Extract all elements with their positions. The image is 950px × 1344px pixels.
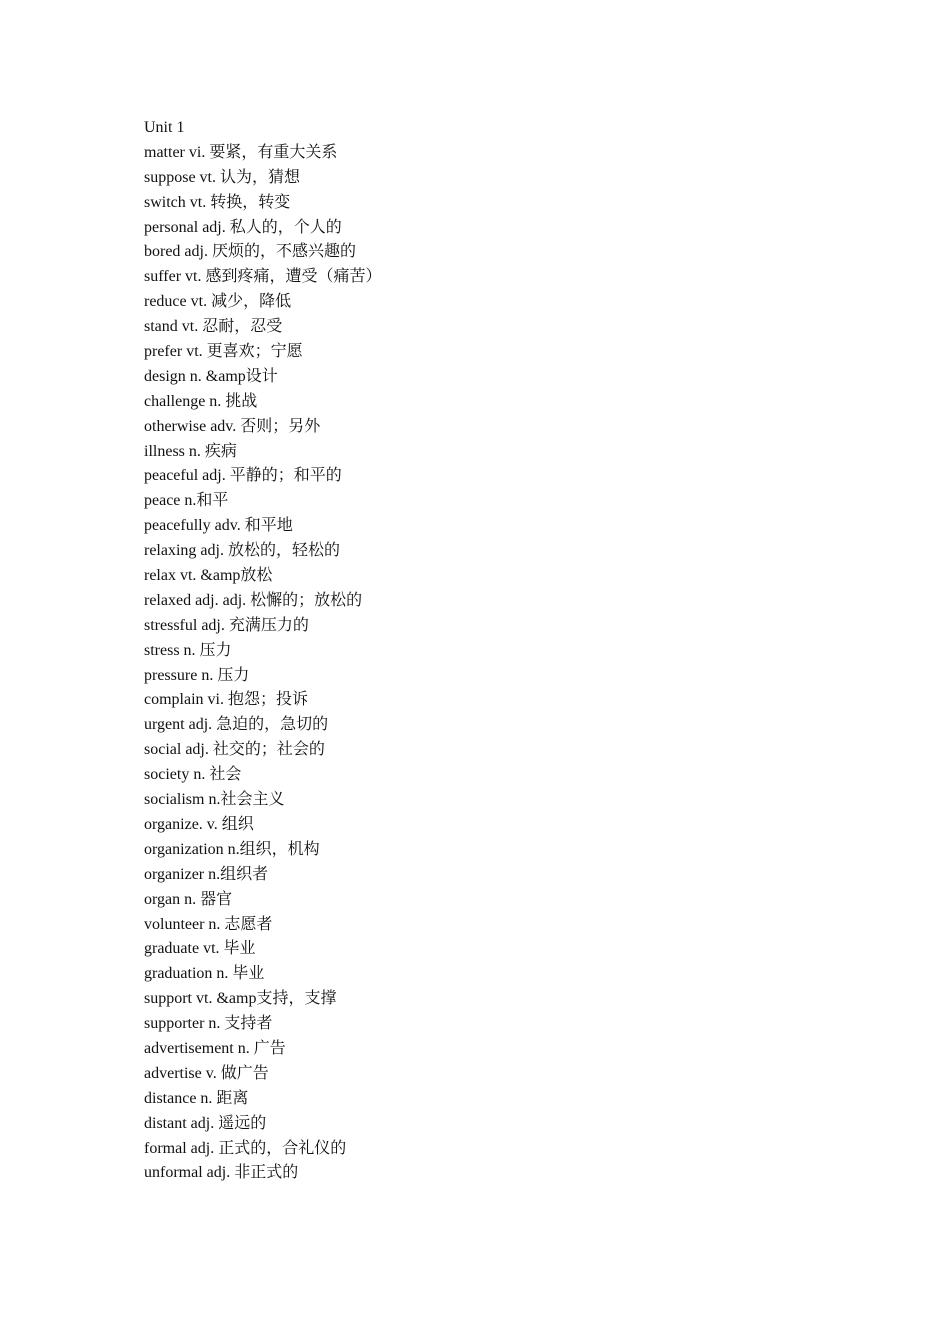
vocab-entry: socialism n.社会主义: [144, 791, 285, 809]
vocab-entry: support vt. &amp支持，支撑: [144, 990, 337, 1008]
vocab-entry: advertisement n. 广告: [144, 1039, 286, 1057]
vocab-entry: stand vt. 忍耐，忍受: [144, 318, 283, 336]
vocab-entry: peacefully adv. 和平地: [144, 517, 293, 535]
vocab-entry: challenge n. 挑战: [144, 392, 258, 410]
vocab-entry: organizer n.组织者: [144, 865, 269, 883]
vocab-entry: graduate vt. 毕业: [144, 940, 256, 958]
vocab-entry: stressful adj. 充满压力的: [144, 616, 309, 634]
vocab-entry: advertise v. 做广告: [144, 1064, 269, 1082]
vocab-entry: stress n. 压力: [144, 641, 232, 659]
vocab-entry: unformal adj. 非正式的: [144, 1164, 299, 1182]
vocab-entry: social adj. 社交的；社会的: [144, 741, 325, 759]
vocab-entry: organ n. 器官: [144, 890, 233, 908]
vocab-entry: peace n.和平: [144, 492, 229, 510]
vocab-entry: bored adj. 厌烦的，不感兴趣的: [144, 243, 356, 261]
vocab-entry: personal adj. 私人的，个人的: [144, 218, 342, 236]
vocab-entry: society n. 社会: [144, 766, 242, 784]
vocab-entry: complain vi. 抱怨；投诉: [144, 691, 308, 709]
vocab-entry: distance n. 距离: [144, 1089, 249, 1107]
vocab-entry: relaxing adj. 放松的，轻松的: [144, 542, 340, 560]
vocab-entry: suppose vt. 认为，猜想: [144, 168, 301, 186]
vocab-entry: suffer vt. 感到疼痛，遭受（痛苦）: [144, 268, 382, 286]
vocab-entry: pressure n. 压力: [144, 666, 250, 684]
vocab-entry: relax vt. &amp放松: [144, 567, 273, 585]
vocab-entry: formal adj. 正式的，合礼仪的: [144, 1139, 347, 1157]
vocab-entry: organize. v. 组织: [144, 815, 254, 833]
unit-title: Unit 1: [144, 119, 185, 136]
vocab-entry: urgent adj. 急迫的，急切的: [144, 716, 329, 734]
vocab-entry: design n. &amp设计: [144, 367, 278, 385]
vocab-entry: matter vi. 要紧，有重大关系: [144, 143, 338, 161]
vocab-entry: relaxed adj. adj. 松懈的；放松的: [144, 591, 363, 609]
vocab-entry: volunteer n. 志愿者: [144, 915, 273, 933]
vocab-entry: distant adj. 遥远的: [144, 1114, 267, 1132]
vocabulary-list: [144, 141, 381, 1186]
vocab-entry: supporter n. 支持者: [144, 1015, 273, 1033]
vocab-entry: switch vt. 转换，转变: [144, 193, 291, 211]
vocab-entry: prefer vt. 更喜欢；宁愿: [144, 343, 303, 361]
vocab-entry: peaceful adj. 平静的；和平的: [144, 467, 342, 485]
vocab-entry: graduation n. 毕业: [144, 965, 265, 983]
vocab-entry: otherwise adv. 否则；另外: [144, 417, 321, 435]
vocab-entry: organization n.组织，机构: [144, 840, 320, 858]
vocab-entry: illness n. 疾病: [144, 442, 237, 460]
vocab-entry: reduce vt. 减少，降低: [144, 293, 292, 311]
